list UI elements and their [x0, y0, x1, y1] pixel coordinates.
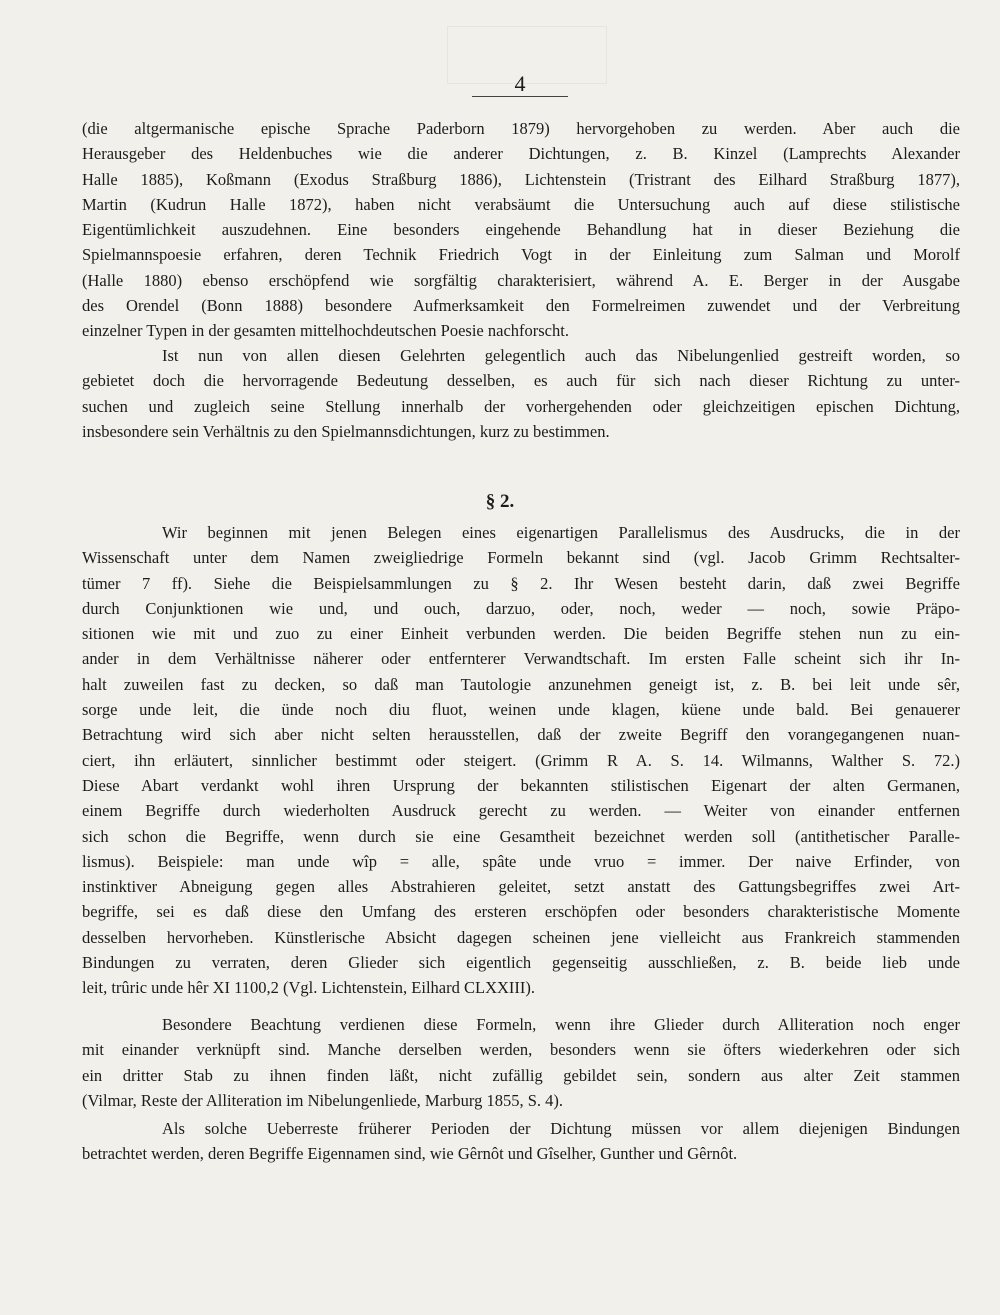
- text-line: durch Conjunktionen wie und, und ouch, darzuo, oder, noch, weder — noch, sowie Präpo-: [82, 598, 960, 618]
- section-heading: § 2.: [485, 491, 515, 512]
- text-line: des Orendel (Bonn 1888) besondere Aufmerksamkeit den Formelreimen zuwendet und der Verbreitung: [82, 296, 960, 316]
- paragraph-5: [82, 1116, 960, 1167]
- page-number: 4: [514, 71, 526, 96]
- text-line: Wissenschaft unter dem Namen zweigliedrige Formeln bekannt sind (vgl. Jacob Grimm Rechtsalter-: [82, 548, 960, 568]
- text-line: (Halle 1880) ebenso erschöpfend wie sorgfältig charakterisiert, während A. E. Berger in der Ausgabe: [82, 270, 960, 290]
- text-line: Halle 1885), Koßmann (Exodus Straßburg 1886), Lichtenstein (Tristrant des Eilhard Straßburg 1877),: [82, 169, 960, 189]
- text-line: lismus). Beispiele: man unde wîp = alle, spâte unde vruo = immer. Der naive Erfinder, von: [82, 851, 960, 871]
- text-line: begriffe, sei es daß diese den Umfang des ersteren erschöpfen oder besonders charakteristische Momente: [82, 902, 960, 922]
- paragraph-2: [82, 343, 960, 444]
- text-line: Ist nun von allen diesen Gelehrten gelegentlich auch das Nibelungenlied gestreift worden, so: [162, 346, 960, 365]
- text-line: suchen und zugleich seine Stellung innerhalb der vorhergehenden oder gleichzeitigen epischen Dichtung,: [82, 396, 960, 416]
- text-line: Wir beginnen mit jenen Belegen eines eigenartigen Parallelismus des Ausdrucks, die in der: [162, 523, 960, 542]
- text-line: betrachtet werden, deren Begriffe Eigennamen sind, wie Gêrnôt und Gîselher, Gunther und Gêrnôt.: [82, 1144, 738, 1164]
- text-line: sitionen wie mit und zuo zu einer Einheit verbunden werden. Die beiden Begriffe stehen nun zu ein-: [82, 624, 960, 644]
- text-line: Herausgeber des Heldenbuches wie die anderer Dichtungen, z. B. Kinzel (Lamprechts Alexander: [82, 144, 960, 164]
- text-line: einem Begriffe durch wiederholten Ausdruck gerecht zu werden. — Weiter von einander entfernen: [82, 801, 960, 821]
- paragraph-1: [82, 116, 960, 344]
- text-line: tümer 7 ff). Siehe die Beispielsammlungen zu § 2. Ihr Wesen besteht darin, daß zwei Begriffe: [82, 573, 960, 593]
- text-line: gebietet doch die hervorragende Bedeutung desselben, es auch für sich nach dieser Richtung zu unter-: [82, 371, 960, 391]
- text-line: Spielmannspoesie erfahren, deren Technik Friedrich Vogt in der Einleitung zum Salman und Morolf: [82, 245, 960, 265]
- text-line: (die altgermanische epische Sprache Paderborn 1879) hervorgehoben zu werden. Aber auch die: [82, 119, 960, 138]
- text-line: sich schon die Begriffe, wenn durch sie eine Gesamtheit bezeichnet werden soll (antithetischer Paralle-: [82, 826, 960, 846]
- text-line: halt zuweilen fast zu decken, so daß man Tautologie anzunehmen geneigt ist, z. B. bei leit unde sêr,: [82, 674, 960, 694]
- text-line: (Vilmar, Reste der Alliteration im Nibelungenliede, Marburg 1855, S. 4).: [82, 1090, 564, 1110]
- page-number-rule: [472, 96, 568, 97]
- text-line: Eigentümlichkeit auszudehnen. Eine besonders eingehende Behandlung hat in dieser Beziehung die: [82, 220, 960, 240]
- text-line: insbesondere sein Verhältnis zu den Spielmannsdichtungen, kurz zu bestimmen.: [82, 421, 610, 441]
- text-line: einzelner Typen in der gesamten mittelhochdeutschen Poesie nachforscht.: [82, 321, 569, 341]
- text-line: desselben hervorheben. Künstlerische Absicht dagegen scheinen jene vielleicht aus Frankreich stammenden: [82, 927, 960, 947]
- text-line: mit einander verknüpft sind. Manche derselben werden, besonders wenn sie öfters wiederkehren oder sich: [82, 1040, 960, 1060]
- text-line: Diese Abart verdankt wohl ihren Ursprung der bekannten stilistischen Eigenart der alten Germanen,: [82, 775, 960, 795]
- text-line: Bindungen zu verraten, deren Glieder sich eigentlich gegenseitig ausschließen, z. B. beide lieb unde: [82, 953, 960, 973]
- text-line: sorge unde leit, die ünde noch diu fluot, weinen unde klagen, küene unde bald. Bei genauerer: [82, 700, 960, 720]
- text-line: ein dritter Stab zu ihnen finden läßt, nicht zufällig gebildet sein, sondern aus alter Zeit stammen: [82, 1065, 960, 1085]
- text-line: Als solche Ueberreste früherer Perioden der Dichtung müssen vor allem diejenigen Bindungen: [162, 1119, 960, 1138]
- paragraph-3: [82, 520, 960, 1001]
- text-line: Besondere Beachtung verdienen diese Formeln, wenn ihre Glieder durch Alliteration noch enger: [162, 1015, 960, 1034]
- text-line: ander in dem Verhältnisse näherer oder entfernterer Verwandtschaft. Im ersten Falle scheint sich ihr In-: [82, 649, 960, 669]
- paragraph-4: [82, 1012, 960, 1113]
- text-line: Betrachtung wird sich aber nicht selten herausstellen, daß der zweite Begriff den vorangegangenen nuan-: [82, 725, 960, 745]
- text-line: instinktiver Abneigung gegen alles Abstrahieren geleitet, setzt anstatt des Gattungsbegriffes zwei Art-: [82, 877, 960, 897]
- text-line: Martin (Kudrun Halle 1872), haben nicht verabsäumt die Untersuchung auch auf diese stilistische: [82, 194, 960, 214]
- text-line: ciert, ihn erläutert, sinnlicher bestimmt oder steigert. (Grimm R A. S. 14. Wilmanns, Walther S. 72.): [82, 750, 960, 770]
- text-line: leit, trûric unde hêr XI 1100,2 (Vgl. Lichtenstein, Eilhard CLXXIII).: [82, 978, 536, 998]
